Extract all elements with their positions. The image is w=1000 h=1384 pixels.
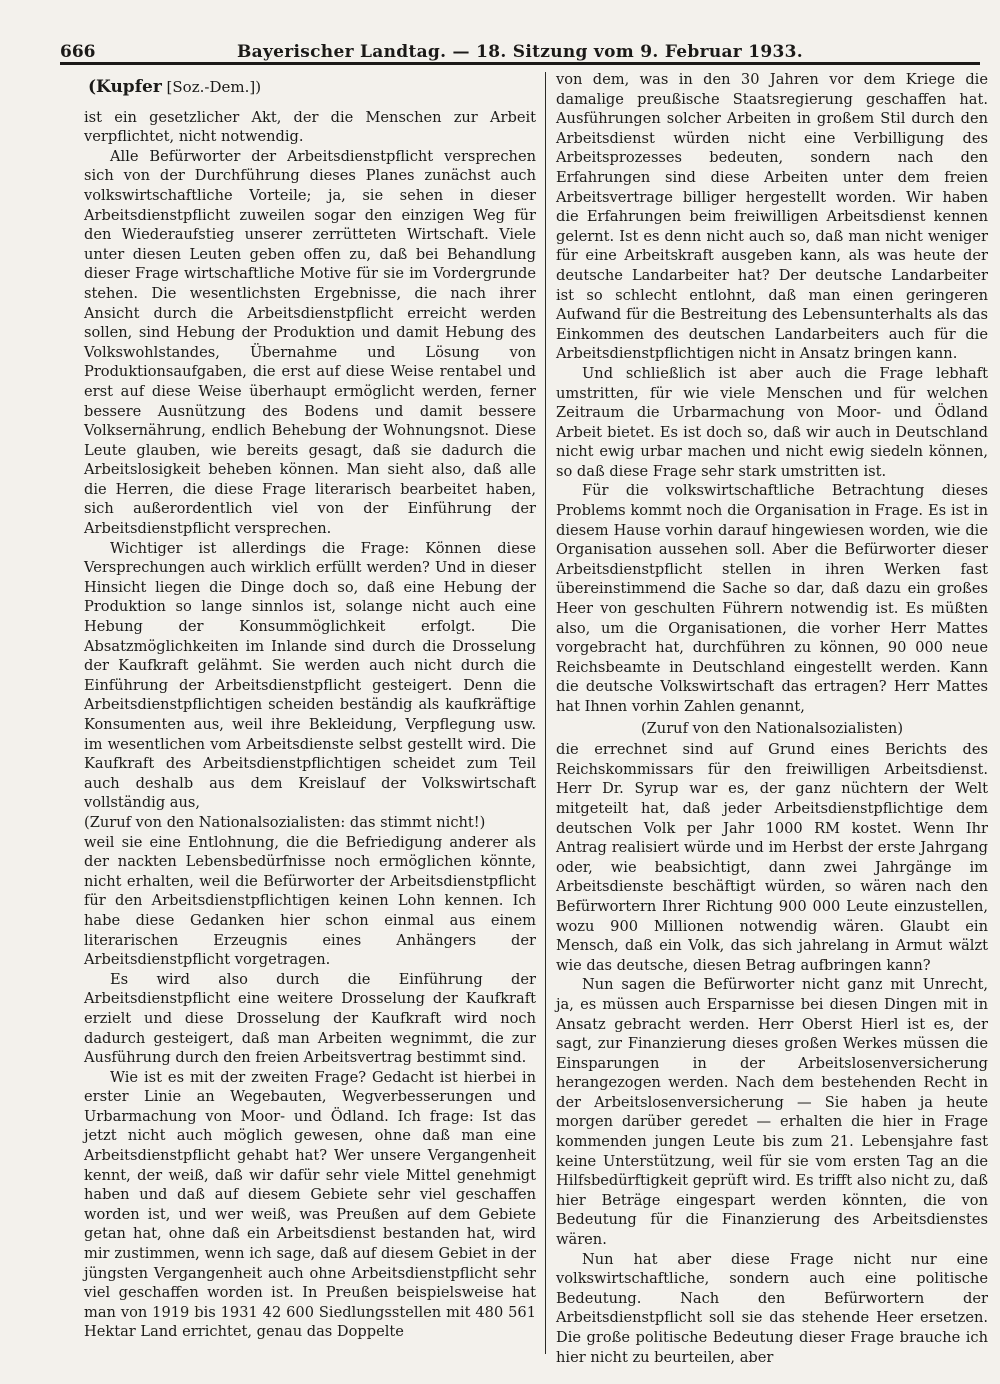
paragraph: Wie ist es mit der zweiten Frage? Gedacht ist hierbei in erster Linie an Wegebauten, Wegverbesserungen und Urbarmachung von Moor- und Ödland. Ich frage: Ist das jetzt nicht auch möglich gewesen, ohne daß man eine Arbeitsdienstpflicht gehabt hat? Wer unsere Vergangenheit kennt, der weiß, daß wir dafür sehr viele Mittel genehmigt haben und daß auf diesem Gebiete sehr viel geschaffen worden ist, und wer weiß, was Preußen auf dem Gebiete getan hat, ohne daß ein Arbeitsdienst bestanden hat, wird mir zustimmen, wenn ich sage, daß auf diesem Gebiet in der jüngsten Vergangenheit auch ohne Arbeitsdienstpflicht sehr viel geschaffen worden ist. In Preußen beispielsweise hat man von 1919 bis 1931 42 600 Siedlungsstellen mit 480 561 Hektar Land errichtet, genau das Doppelte xyxy=(84,1068,536,1341)
page-number: 666 xyxy=(60,42,96,62)
paragraph: weil sie eine Entlohnung, die die Befriedigung anderer als der nackten Lebensbedürfnisse noch ermöglichen könnte, nicht erhalten, weil die Befürworter der Arbeitsdienstpflicht für den Arbeitsdienstpflichtigen keinen Lohn kennen. Ich habe diese Gedanken hier schon einmal aus einem literarischen Erzeugnis eines Anhängers der Arbeitsdienstpflicht vorgetragen. xyxy=(84,833,536,969)
left-column xyxy=(84,70,536,1356)
page-header xyxy=(60,28,980,65)
paragraph: die errechnet sind auf Grund eines Berichts des Reichskommissars für den freiwilligen Arbeitsdienst. Herr Dr. Syrup war es, der ganz nüchtern der Welt mitgeteilt hat, daß jeder Arbeitsdienstpflichtige dem deutschen Volk per Jahr 1000 RM kostet. Wenn Ihr Antrag realisiert würde und im Herbst der erste Jahrgang oder, wie beabsichtigt, dann zwei Jahrgänge im Arbeitsdienste beschäftigt würden, so wären nach den Befürwortern Ihrer Richtung 900 000 Leute einzustellen, wozu 900 Millionen notwendig wären. Glaubt ein Mensch, daß ein Volk, das sich jahrelang in Armut wälzt wie das deutsche, diesen Betrag aufbringen kann? xyxy=(556,741,988,974)
interjection: (Zuruf von den Nationalsozialisten) xyxy=(640,719,904,737)
paragraph: Nun sagen die Befürworter nicht ganz mit Unrecht, ja, es müssen auch Ersparnisse bei diesen Dingen mit in Ansatz gebracht werden. Herr Oberst Hierl ist es, der sagt, zur Finanzierung dieses großen Werkes müssen die Einsparungen in der Arbeitslosenversicherung herangezogen werden. Nach dem bestehenden Recht in der Arbeitslosenversicherung — Sie haben ja heute morgen darüber geredet — erhalten die hier in Frage kommenden jungen Leute bis zum 21. Lebensjahre fast keine Unterstützung, weil für sie vom ersten Tag an die Hilfsbedürftigkeit geprüft wird. Es trifft also nicht zu, daß hier Beträge eingespart werden könnten, die von Bedeutung für die Finanzierung des Arbeitsdienstes wären. xyxy=(556,976,988,1249)
speaker-name: (Kupfer xyxy=(88,77,162,97)
column-divider xyxy=(545,72,546,1354)
speaker-heading xyxy=(88,78,536,98)
right-column xyxy=(556,70,988,1366)
paragraph: Wichtiger ist allerdings die Frage: Können diese Versprechungen auch wirklich erfüllt werden? Und in dieser Hinsicht liegen die Dinge doch so, daß eine Hebung der Produktion so lange sinnlos ist, solange nicht auch eine Hebung der Konsummöglichkeit erfolgt. Die Absatzmöglichkeiten im Inlande sind durch die Drosselung der Kaufkraft gelähmt. Sie werden auch nicht durch die Einführung der Arbeitsdienstpflicht gesteigert. Denn die Arbeitsdienstpflichtigen scheiden beständig als kaufkräftige Konsumenten aus, weil ihre Bekleidung, Verpflegung usw. im wesentlichen vom Arbeitsdienste selbst gestellt wird. Die Kaufkraft des Arbeitsdienstpflichtigen scheidet zum Teil auch deshalb aus dem Kreislauf der Volkswirtschaft vollständig aus, xyxy=(84,539,536,812)
paragraph: Für die volkswirtschaftliche Betrachtung dieses Problems kommt noch die Organisation in Frage. Es ist in diesem Hause vorhin darauf hingewiesen worden, wie die Organisation aussehen soll. Aber die Befürworter dieser Arbeitsdienstpflicht stellen in ihren Werken fast übereinstimmend die Sache so dar, daß dazu ein großes Heer von geschulten Führern notwendig ist. Es müßten also, um die Organisationen, die vorher Herr Mattes vorgebracht hat, durchführen zu können, 90 000 neue Reichsbeamte in Deutschland eingestellt werden. Kann die deutsche Volkswirtschaft das ertragen? Herr Mattes hat Ihnen vorhin Zahlen genannt, xyxy=(556,482,988,715)
paragraph: ist ein gesetzlicher Akt, der die Menschen zur Arbeit verpflichtet, nicht notwendig. xyxy=(84,108,536,146)
paragraph: Und schließlich ist aber auch die Frage lebhaft umstritten, für wie viele Menschen und für welchen Zeitraum die Urbarmachung von Moor- und Ödland Arbeit bietet. Es ist doch so, daß wir auch in Deutschland nicht ewig urbar machen und nicht ewig siedeln können, so daß diese Frage sehr stark umstritten ist. xyxy=(556,364,988,480)
paragraph: Alle Befürworter der Arbeitsdienstpflicht versprechen sich von der Durchführung dieses Planes zunächst auch volkswirtschaftliche Vorteile; ja, sie sehen in dieser Arbeitsdienstpflicht zuweilen sogar den einzigen Weg für den Wiederaufstieg unserer zerrütteten Wirtschaft. Viele unter diesen Leuten geben offen zu, daß bei Behandlung dieser Frage wirtschaftliche Motive für sie im Vordergrunde stehen. Die wesentlichsten Ergebnisse, die nach ihrer Ansicht durch die Arbeitsdienstpflicht erreicht werden sollen, sind Hebung der Produktion und damit Hebung des Volkswohlstandes, Übernahme und Lösung von Produktionsaufgaben, die erst auf diese Weise rentabel und erst auf diese Weise überhaupt ermöglicht werden, ferner bessere Ausnützung des Bodens und damit bessere Volksernährung, endlich Behebung der Wohnungsnot. Diese Leute glauben, wie bereits gesagt, daß sie dadurch die Arbeitslosigkeit beheben können. Man sieht also, daß alle die Herren, die diese Frage literarisch bearbeitet haben, sich außerordentlich viel von der Einführung der Arbeitsdienstpflicht versprechen. xyxy=(84,147,536,538)
paragraph: Nun hat aber diese Frage nicht nur eine volkswirtschaftliche, sondern auch eine politische Bedeutung. Nach den Befürwortern der Arbeitsdienstpflicht soll sie das stehende Heer ersetzen. Die große politische Bedeutung dieser Frage brauche ich hier nicht zu beurteilen, aber xyxy=(556,1250,988,1366)
paragraph: von dem, was in den 30 Jahren vor dem Kriege die damalige preußische Staatsregierung geschaffen hat. Ausführungen solcher Arbeiten in großem Stil durch den Arbeitsdienst würden nicht eine Verbilligung des Arbeitsprozesses bedeuten, sondern nach den Erfahrungen sind diese Arbeiten unter dem freien Arbeitsvertrage billiger hergestellt worden. Wir haben die Erfahrungen beim freiwilligen Arbeitsdienst kennen gelernt. Ist es denn nicht auch so, daß man nicht weniger für eine Arbeitskraft ausgeben kann, als was heute der deutsche Landarbeiter hat? Der deutsche Landarbeiter ist so schlecht entlohnt, daß man einen geringeren Aufwand für die Bestreitung des Lebensunterhalts als das Einkommen des deutschen Landarbeiters auch für die Arbeitsdienstpflichtigen nicht in Ansatz bringen kann. xyxy=(556,71,988,363)
speaker-party: [Soz.-Dem.]) xyxy=(161,78,262,96)
interjection: (Zuruf von den Nationalsozialisten: das stimmt nicht!) xyxy=(84,813,486,831)
paragraph: Es wird also durch die Einführung der Arbeitsdienstpflicht eine weitere Drosselung der Kaufkraft erzielt und diese Drosselung der Kaufkraft wird noch dadurch gesteigert, daß man Arbeiten wegnimmt, die zur Ausführung durch den freien Arbeitsvertrag bestimmt sind. xyxy=(84,970,536,1067)
running-title: Bayerischer Landtag. — 18. Sitzung vom 9. Februar 1933. xyxy=(236,42,804,62)
